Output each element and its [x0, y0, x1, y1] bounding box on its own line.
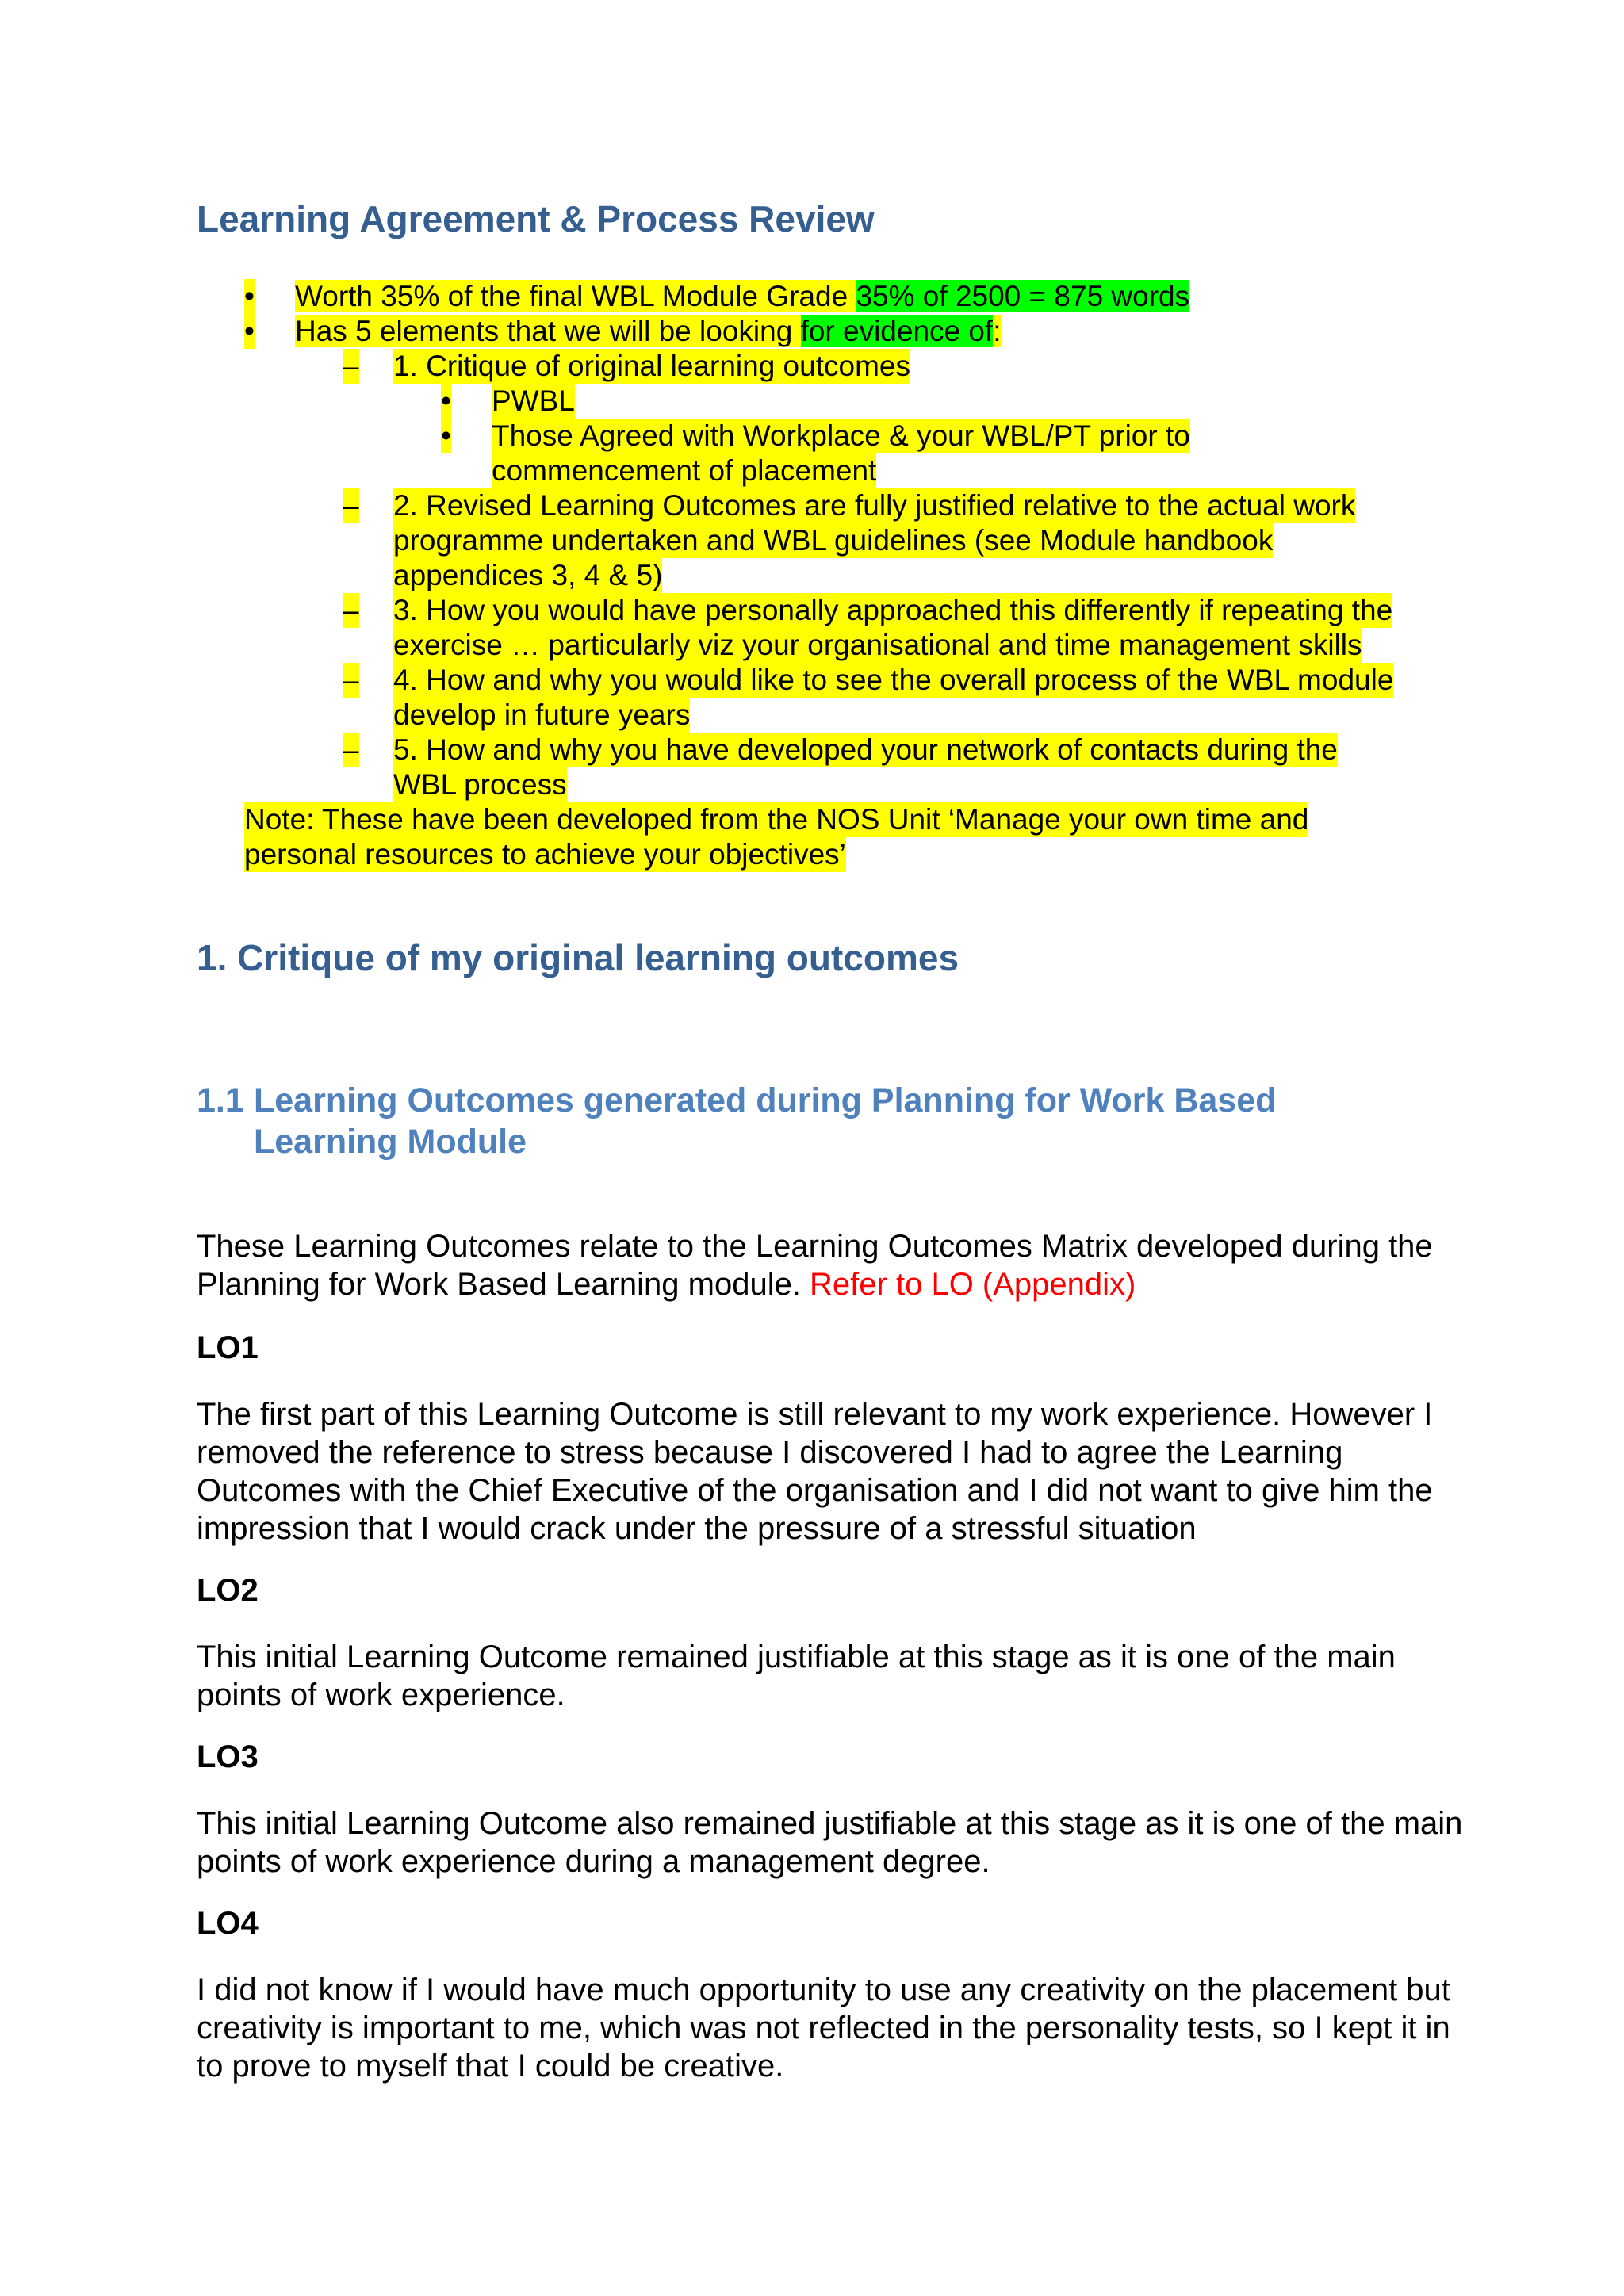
element-2-text: 2. Revised Learning Outcomes are fully justified relative to the actual work [393, 489, 1356, 522]
element-3-text: 3. How you would have personally approached this differently if repeating the [393, 594, 1393, 626]
lo3-label: LO3 [197, 1739, 259, 1774]
word-count-highlight: 35% of 2500 = 875 words [856, 280, 1190, 312]
intro-text: These Learning Outcomes relate to the Learning Outcomes Matrix developed during the Planning for Work Based Learning module. [197, 1229, 1433, 1302]
section-heading: 1. Critique of my original learning outcomes [197, 937, 959, 978]
element-1-sub-agreed-text: Those Agreed with Workplace & your WBL/PT prior to [492, 419, 1190, 452]
bullet-mark: • [441, 419, 451, 452]
element-1-sub-pwbl-text: PWBL [492, 385, 575, 417]
element-1-text: 1. Critique of original learning outcomes [393, 350, 910, 382]
bullet-mark: • [244, 280, 255, 312]
subsection-number: 1.1 [197, 1081, 244, 1119]
bullet-mark: • [244, 315, 255, 347]
lo4-text: I did not know if I would have much opportunity to use any creativity on the placement but creativity is important to me, which was not reflected in the personality tests, so I kept it in to prove to myself that I could be creative. [197, 1973, 1450, 2084]
dash-mark: – [343, 489, 359, 522]
element-1-sub-agreed-cont: commencement of placement [492, 454, 877, 487]
lo1-text: The first part of this Learning Outcome is still relevant to my work experience. However I removed the reference to stress because I discovered I had to agree the Learning Outcomes with the Chief Executive of the organisation and I did not want to give him the impression that I would crack under the pressure of a stressful situation [197, 1397, 1433, 1546]
element-2-cont-1: programme undertaken and WBL guidelines (see Module handbook [393, 524, 1274, 557]
subsection-heading-line-1: Learning Outcomes generated during Planning for Work Based [254, 1081, 1277, 1119]
element-3-cont: exercise … particularly viz your organisational and time management skills [393, 629, 1362, 661]
bullet-worth-text: Worth 35% of the final WBL Module Grade [295, 280, 856, 312]
lo3-text: This initial Learning Outcome also remained justifiable at this stage as it is one of the main points of work experience during a management degree. [197, 1806, 1463, 1879]
subsection-heading-line-2: Learning Module [254, 1123, 527, 1161]
dash-mark: – [343, 350, 359, 382]
page-title: Learning Agreement & Process Review [197, 198, 875, 239]
element-5-cont: WBL process [393, 768, 567, 801]
intro-paragraph [197, 1227, 1465, 1303]
element-5-text: 5. How and why you have developed your network of contacts during the [393, 733, 1338, 766]
lo1-label: LO1 [197, 1330, 259, 1365]
evidence-highlight: for evidence of [800, 315, 994, 347]
element-4-text: 4. How and why you would like to see the overall process of the WBL module [393, 664, 1394, 696]
bullet-elements-text: Has 5 elements that we will be looking [295, 315, 801, 347]
document-page: Learning Agreement & Process Review • Worth 35% of the final WBL Module Grade 35% of 2500 = 875 words • Has 5 elements that we will be looking for evidence of: – 1. Critique of original learning outcomes • PWBL • Those Agreed with Workplace & your WBL/PT prior to commencement of placement – 2. Revised Learning Outcomes are fully justified relative to the actual work programme undertaken and WBL guidelines (see Module handbook appendices 3, 4 & 5) – 3. How you would have personally approached this differently if repeating the exercise … particularly viz your organisational and time management skills – 4. How and why you would like to see the overall process of the WBL module develop in future years – 5. How and why you have developed your network of contacts during the WBL process Note: These have been developed from the NOS Unit ‘Manage your own time and personal resources to achieve your objectives’ 1. Critique of my original learning outcomes 1.1 Learning Outcomes generated during Planning for Work Based Learning Module These Learning Outcomes relate to the Learning Outcomes Matrix developed during the Planning for Work Based Learning module. Refer to LO (Appendix) LO1 The first part of this Learning Outcome is still relevant to my work experience. However I removed the reference to stress because I discovered I had to agree the Learning Outcomes with the Chief Executive of the organisation and I did not want to give him the impression that I would crack under the pressure of a stressful situation LO2 This initial Learning Outcome remained justifiable at this stage as it is one of the main points of work experience. LO3 This initial Learning Outcome also remained justifiable at this stage as it is one of the main points of work experience during a management degree. LO4 I did not know if I would have much opportunity to use any creativity on the placement but creativity is important to me, which was not reflected in the personality tests, so I kept it in to prove to myself that I could be creative. [0, 0, 1624, 2296]
note-line-1: Note: These have been developed from the NOS Unit ‘Manage your own time and [244, 803, 1309, 836]
lo2-text: This initial Learning Outcome remained justifiable at this stage as it is one of the main points of work experience. [197, 1640, 1396, 1712]
subsection-heading [197, 1080, 1465, 1162]
dash-mark: – [343, 733, 359, 766]
appendix-reference: Refer to LO (Appendix) [810, 1267, 1136, 1302]
lo4-label: LO4 [197, 1906, 259, 1941]
note-line-2: personal resources to achieve your objectives’ [244, 838, 846, 871]
bullet-mark: • [441, 385, 451, 417]
element-4-cont: develop in future years [393, 698, 691, 731]
lo2-label: LO2 [197, 1573, 259, 1608]
element-2-cont-2: appendices 3, 4 & 5) [393, 559, 663, 591]
dash-mark: – [343, 664, 359, 696]
dash-mark: – [343, 594, 359, 626]
